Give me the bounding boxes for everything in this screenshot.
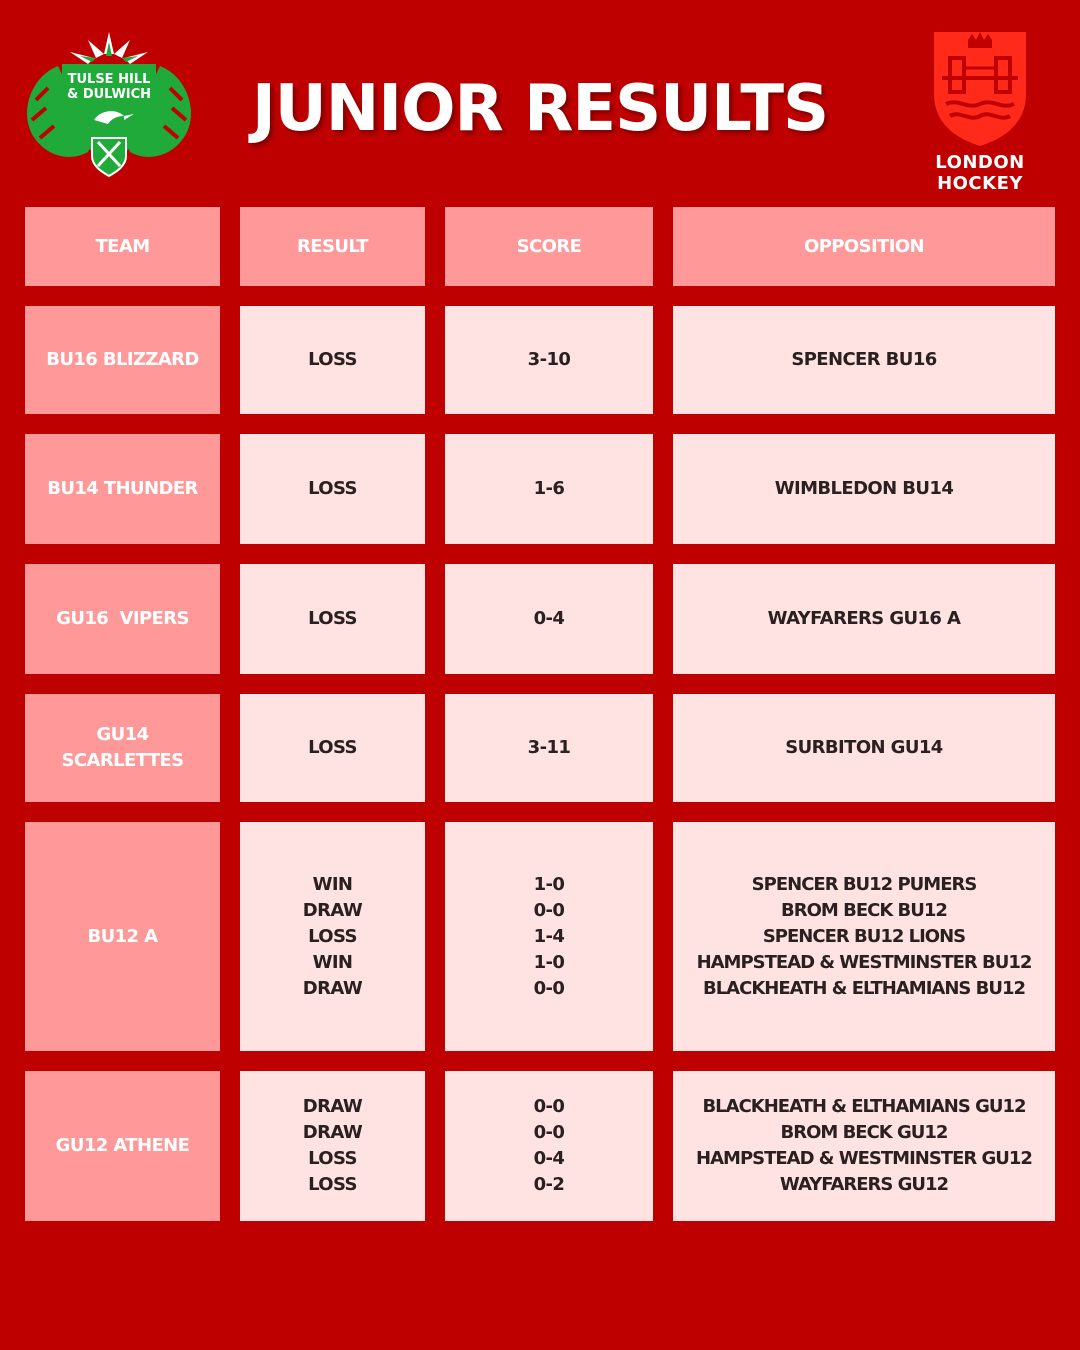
team-cell (25, 306, 220, 414)
score-value: 1-4 (533, 925, 565, 947)
score-value: 3-10 (527, 349, 571, 370)
result-value: LOSS (308, 478, 357, 499)
score-value: 1-0 (533, 873, 565, 895)
header-score: SCORE (445, 207, 653, 286)
club-logo-text-line2: & DULWICH (66, 87, 152, 102)
team-name: BU14 THUNDER (47, 478, 198, 499)
london-hockey-text-line2: HOCKEY (937, 173, 1023, 194)
result-value: LOSS (308, 925, 357, 947)
result-value: WIN (312, 873, 353, 895)
opposition-cell (673, 564, 1055, 674)
team-name-line: SCARLETTES (61, 750, 184, 771)
result-cell (240, 822, 425, 1051)
score-value: 0-0 (533, 977, 565, 999)
opposition-name: BLACKHEATH & ELTHAMIANS GU12 (702, 1096, 1026, 1117)
opposition-name: WAYFARERS GU16 A (767, 608, 961, 629)
result-cell (240, 434, 425, 544)
result-value: WIN (312, 951, 353, 973)
header-opposition: OPPOSITION (673, 207, 1055, 286)
result-value: DRAW (302, 1096, 363, 1117)
opposition-cell (673, 434, 1055, 544)
result-cell (240, 694, 425, 802)
score-cell (445, 822, 653, 1051)
team-cell (25, 822, 220, 1051)
result-cell (240, 564, 425, 674)
opposition-cell (673, 822, 1055, 1051)
score-value: 0-0 (533, 899, 565, 921)
opposition-name: HAMPSTEAD & WESTMINSTER BU12 (696, 951, 1032, 973)
result-cell (240, 306, 425, 414)
result-value: LOSS (308, 349, 357, 370)
opposition-name: WIMBLEDON BU14 (774, 478, 954, 499)
score-value: 0-4 (533, 1148, 565, 1169)
opposition-name: BLACKHEATH & ELTHAMIANS BU12 (702, 977, 1026, 999)
result-value: DRAW (302, 977, 363, 999)
score-value: 3-11 (527, 737, 571, 758)
opposition-name: SURBITON GU14 (785, 737, 943, 758)
opposition-cell (673, 694, 1055, 802)
opposition-name: WAYFARERS GU12 (779, 1174, 949, 1195)
london-hockey-logo (928, 24, 1032, 200)
team-name: GU16 VIPERS (56, 608, 189, 629)
result-value: LOSS (308, 1148, 357, 1169)
opposition-name: BROM BECK GU12 (780, 1122, 948, 1143)
score-value: 0-2 (533, 1174, 565, 1195)
result-value: DRAW (302, 899, 363, 921)
team-name-line: GU14 (96, 724, 149, 745)
header-team: TEAM (25, 207, 220, 286)
result-value: LOSS (308, 1174, 357, 1195)
team-cell (25, 564, 220, 674)
score-value: 0-0 (533, 1096, 565, 1117)
team-cell (25, 694, 220, 802)
club-logo-text-line1: TULSE HILL (67, 72, 151, 87)
opposition-name: SPENCER BU16 (791, 349, 937, 370)
result-value: LOSS (308, 737, 357, 758)
team-cell (25, 434, 220, 544)
page-title: JUNIOR RESULTS (251, 72, 829, 146)
opposition-name: SPENCER BU12 PUMERS (751, 873, 977, 895)
team-name: GU12 ATHENE (55, 1135, 190, 1156)
team-name: BU12 A (87, 925, 158, 947)
opposition-name: HAMPSTEAD & WESTMINSTER GU12 (696, 1148, 1032, 1169)
london-hockey-text-line1: LONDON (935, 152, 1025, 173)
score-value: 1-0 (533, 951, 565, 973)
opposition-name: SPENCER BU12 LIONS (762, 925, 966, 947)
score-value: 0-0 (533, 1122, 565, 1143)
score-cell (445, 694, 653, 802)
opposition-cell (673, 1071, 1055, 1221)
score-value: 0-4 (533, 608, 565, 629)
result-cell (240, 1071, 425, 1221)
opposition-cell (673, 306, 1055, 414)
result-value: DRAW (302, 1122, 363, 1143)
opposition-name: BROM BECK BU12 (781, 899, 947, 921)
header-result: RESULT (240, 207, 425, 286)
result-value: LOSS (308, 608, 357, 629)
score-cell (445, 564, 653, 674)
score-value: 1-6 (533, 478, 565, 499)
team-name: BU16 BLIZZARD (46, 349, 199, 370)
score-cell (445, 1071, 653, 1221)
score-cell (445, 306, 653, 414)
score-cell (445, 434, 653, 544)
team-cell (25, 1071, 220, 1221)
